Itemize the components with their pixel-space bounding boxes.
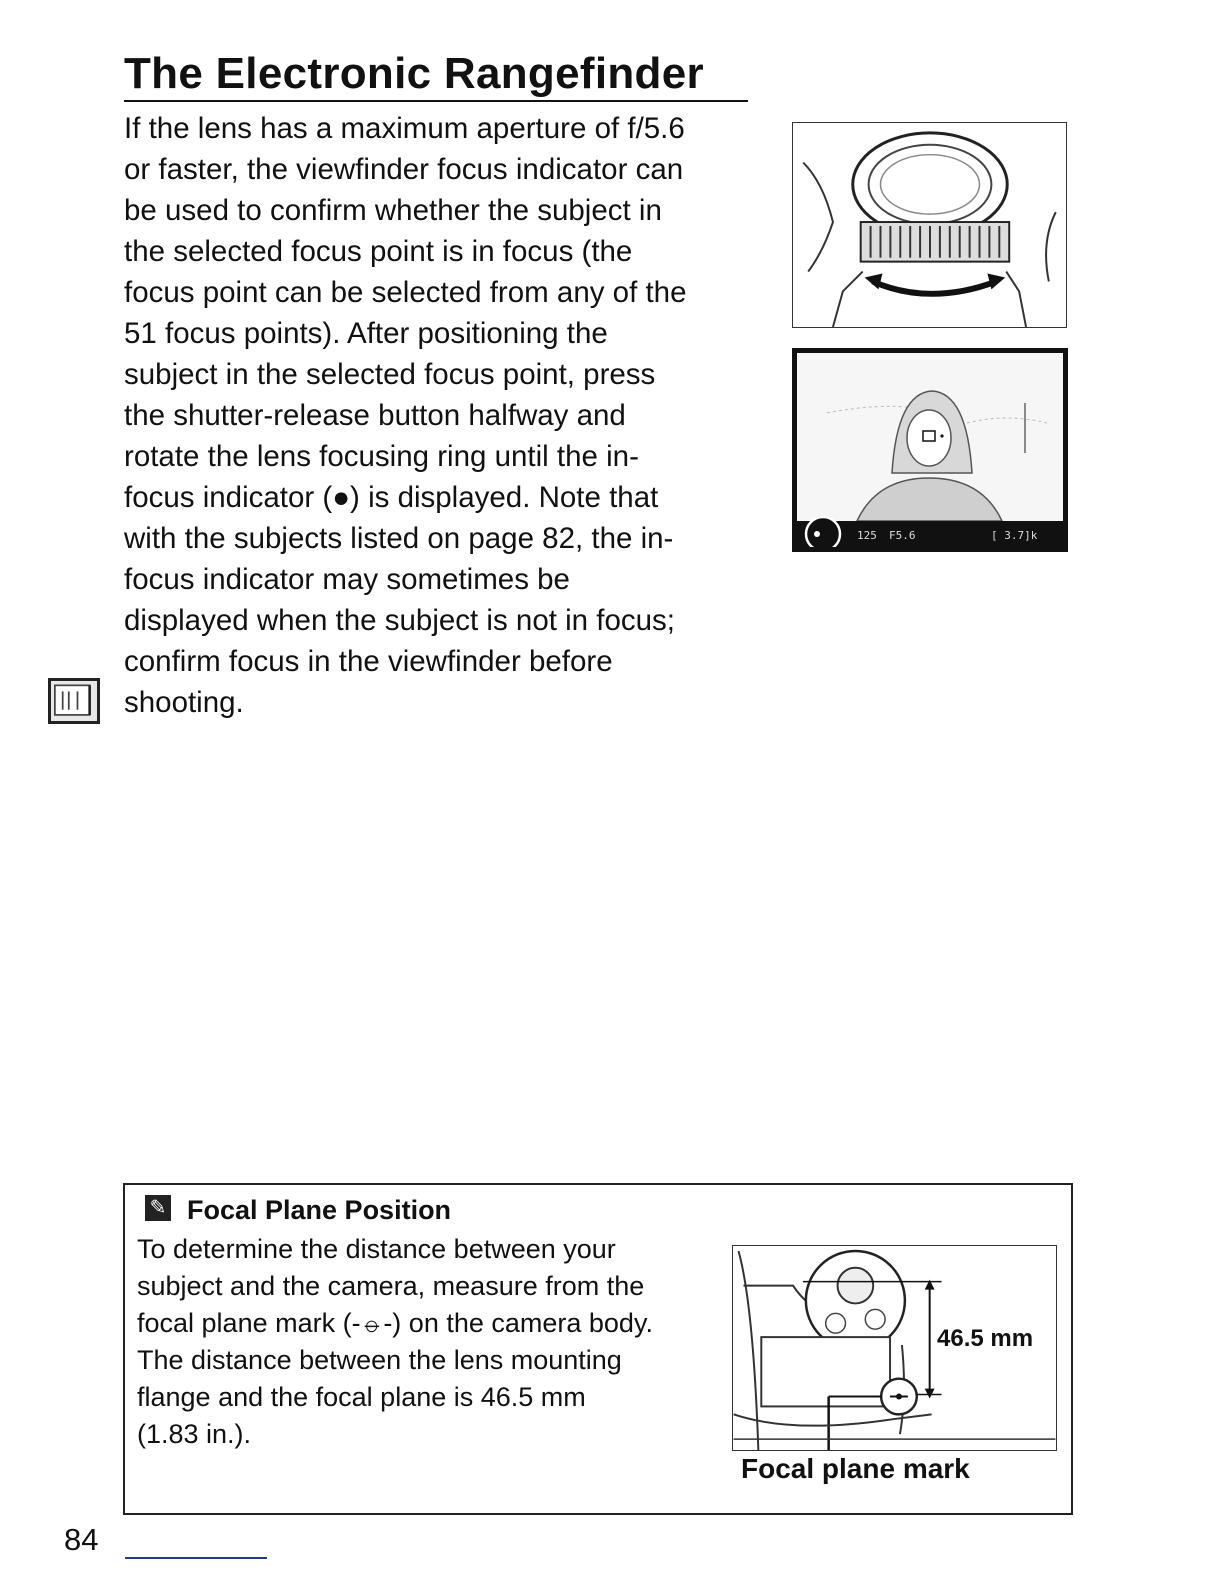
note-line: focal plane mark (-⦵-) on the camera body. bbox=[137, 1308, 653, 1338]
vf-frames: [ 3.7]k bbox=[991, 529, 1038, 542]
body-line: focus indicator may sometimes be bbox=[124, 563, 570, 596]
body-line: If the lens has a maximum aperture of f/5.6 bbox=[124, 112, 685, 145]
focal-plane-note bbox=[123, 1183, 1073, 1515]
body-line: focus point can be selected from any of the bbox=[124, 276, 687, 309]
body-line: with the subjects listed on page 82, the in- bbox=[124, 522, 674, 555]
body-line: confirm focus in the viewfinder before bbox=[124, 645, 613, 678]
page-number: 84 bbox=[64, 1522, 99, 1557]
vf-aperture: F5.6 bbox=[889, 529, 916, 542]
body-line: displayed when the subject is not in focus; bbox=[124, 604, 675, 637]
body-line: shooting. bbox=[124, 686, 244, 719]
vf-shutter: 125 bbox=[857, 529, 877, 542]
body-line: be used to confirm whether the subject in bbox=[124, 194, 662, 227]
body-line: the selected focus point is in focus (the bbox=[124, 235, 633, 268]
note-paragraph bbox=[137, 1231, 697, 1453]
viewfinder-display-illustration bbox=[792, 348, 1068, 552]
body-line: or faster, the viewfinder focus indicator can bbox=[124, 153, 684, 186]
section-tab-icon bbox=[48, 678, 100, 724]
lens-focus-ring-illustration bbox=[792, 122, 1067, 328]
note-title: Focal Plane Position bbox=[187, 1195, 452, 1225]
note-line: flange and the focal plane is 46.5 mm bbox=[137, 1382, 586, 1412]
footer-rule bbox=[125, 1557, 267, 1559]
body-line: rotate the lens focusing ring until the in- bbox=[124, 440, 639, 473]
note-line: To determine the distance between your bbox=[137, 1234, 616, 1264]
note-line: subject and the camera, measure from the bbox=[137, 1271, 645, 1301]
note-line: (1.83 in.). bbox=[137, 1419, 252, 1449]
body-line: 51 focus points). After positioning the bbox=[124, 317, 608, 350]
body-line: focus indicator (●) is displayed. Note that bbox=[124, 481, 659, 514]
body-line: the shutter-release button halfway and bbox=[124, 399, 626, 432]
body-paragraph bbox=[124, 108, 754, 723]
focal-plane-mark-label: Focal plane mark bbox=[741, 1453, 970, 1484]
pencil-icon: ✎ bbox=[145, 1195, 171, 1221]
body-line: subject in the selected focus point, press bbox=[124, 358, 656, 391]
note-line: The distance between the lens mounting bbox=[137, 1345, 622, 1375]
distance-label: 46.5 mm bbox=[937, 1325, 1034, 1352]
page-title: The Electronic Rangefinder bbox=[124, 48, 748, 102]
